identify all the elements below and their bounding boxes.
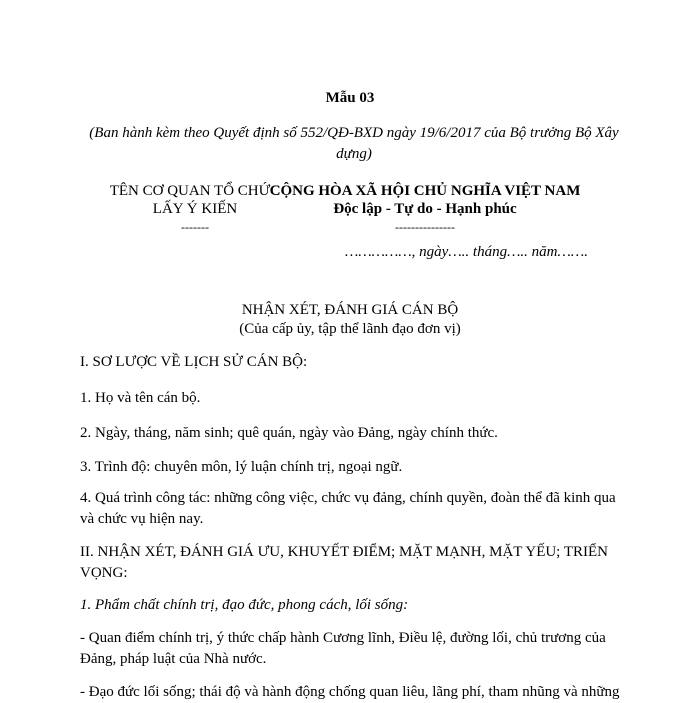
section1-heading: I. SƠ LƯỢC VỀ LỊCH SỬ CÁN BỘ: bbox=[80, 354, 308, 370]
item-4: 4. Quá trình công tác: những công việc, chức vụ đảng, chính quyền, đoàn thể đã kinh qua và chức vụ hiện nay. bbox=[80, 490, 616, 527]
nation-block bbox=[255, 182, 595, 236]
org-name-line2: LẤY Ý KIẾN bbox=[152, 201, 238, 217]
nation-name: CỘNG HÒA XÃ HỘI CHỦ NGHĨA VIỆT NAM bbox=[269, 183, 581, 199]
document-subtitle: (Của cấp ủy, tập thể lãnh đạo đơn vị) bbox=[239, 321, 461, 337]
bullet-1: - Quan điểm chính trị, ý thức chấp hành Cương lĩnh, Điều lệ, đường lối, chủ trương của Đảng, pháp luật của Nhà nước. bbox=[80, 630, 606, 667]
document-title: NHẬN XÉT, ĐÁNH GIÁ CÁN BỘ bbox=[241, 302, 459, 318]
issued-note: (Ban hành kèm theo Quyết định số 552/QĐ-BXD ngày 19/6/2017 của Bộ trưởng Bộ Xây dựng) bbox=[89, 125, 619, 162]
item-2: 2. Ngày, tháng, năm sinh; quê quán, ngày vào Đảng, ngày chính thức. bbox=[80, 425, 498, 441]
subsection1-heading: 1. Phẩm chất chính trị, đạo đức, phong cách, lối sống: bbox=[80, 597, 409, 613]
nation-divider: --------------- bbox=[395, 220, 455, 234]
nation-motto: Độc lập - Tự do - Hạnh phúc bbox=[333, 201, 517, 217]
org-name-line1: TÊN CƠ QUAN TỔ CHỨC bbox=[109, 183, 281, 199]
bullet-2: - Đạo đức lối sống; thái độ và hành động chống quan liêu, lãng phí, tham nhũng và những bbox=[80, 684, 620, 700]
date-line: ……………, ngày….. tháng….. năm……. bbox=[345, 244, 588, 260]
item-1: 1. Họ và tên cán bộ. bbox=[80, 390, 201, 406]
section2-heading: II. NHẬN XÉT, ĐÁNH GIÁ ƯU, KHUYẾT ĐIỂM; MẶT MẠNH, MẶT YẾU; TRIỂN VỌNG: bbox=[80, 544, 608, 581]
form-code: Mẫu 03 bbox=[325, 90, 375, 106]
org-divider: ------- bbox=[181, 220, 209, 234]
item-3: 3. Trình độ: chuyên môn, lý luận chính trị, ngoại ngữ. bbox=[80, 459, 403, 475]
